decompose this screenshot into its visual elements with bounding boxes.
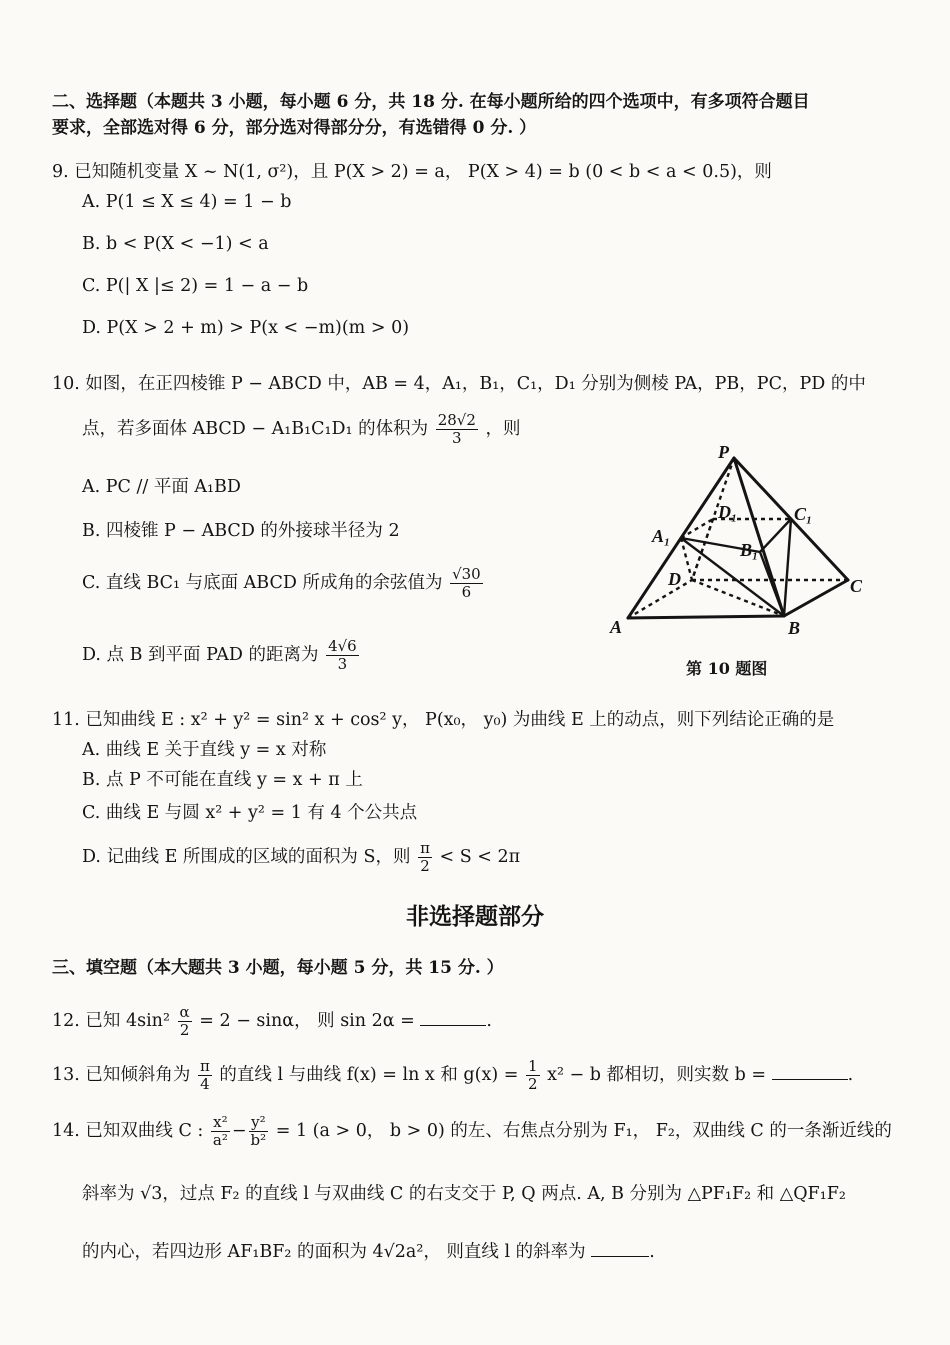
section2-line2: 要求，全部选对得 6 分，部分选对得部分分，有选错得 0 分. ） (52, 118, 537, 138)
q14-numerator-x: x² (213, 1113, 228, 1131)
q14-answer-blank[interactable] (591, 1240, 649, 1257)
q13-fraction-2 (526, 1058, 540, 1093)
label-D: D (668, 569, 681, 589)
pyramid-figure (600, 440, 880, 650)
q14-denominator-a: a² (212, 1131, 228, 1149)
q13-text-3: x² − b 都相切，则实数 b = (547, 1065, 767, 1085)
section2-line1: 二、选择题（本题共 3 小题，每小题 6 分，共 18 分. 在每小题所给的四个选项中，有多项符合题目 (52, 92, 810, 112)
q11-option-d-text: D. 记曲线 E 所围成的区域的面积为 S，则 (82, 847, 411, 867)
q14-minus: − (231, 1121, 247, 1141)
section3-title: 三、填空题（本大题共 3 小题，每小题 5 分，共 15 分. ） (52, 958, 504, 978)
q10-volume-fraction (436, 412, 478, 447)
edge-PB (734, 458, 784, 616)
q10-option-d-numerator: 4√6 (328, 637, 357, 655)
figure-caption: 第 10 题图 (686, 659, 768, 678)
q11-option-d-fraction (418, 840, 432, 875)
q11-option-a: A. 曲线 E 关于直线 y = x 对称 (82, 740, 327, 760)
q14-line1 (52, 1114, 892, 1149)
q10-stem-line1: 10. 如图，在正四棱锥 P − ABCD 中，AB = 4，A₁，B₁，C₁，D₁ 分别为侧棱 PA，PB，PC，PD 的中 (52, 374, 866, 394)
q12-text: 12. 已知 4sin² (52, 1011, 170, 1031)
q12-numerator: α (179, 1003, 190, 1021)
q14-denominator-b: b² (250, 1131, 267, 1149)
q13-denominator-1: 4 (200, 1075, 210, 1093)
q12-text-2: = 2 − sinα， 则 sin 2α = (199, 1011, 415, 1031)
edge-AB (628, 616, 784, 618)
q13-text: 13. 已知倾斜角为 (52, 1065, 191, 1085)
q11-option-c: C. 曲线 E 与圆 x² + y² = 1 有 4 个公共点 (82, 803, 418, 823)
label-C1: C₁ (794, 504, 813, 524)
q14-fraction-y (249, 1114, 269, 1149)
q14-line3 (82, 1240, 655, 1264)
q9-option-d: D. P(X > 2 + m) > P(x < −m)(m > 0) (82, 318, 410, 338)
label-B1: B₁ (740, 540, 759, 560)
label-C: C (850, 576, 863, 596)
q9-option-c: C. P(| X |≤ 2) = 1 − a − b (82, 276, 309, 296)
q10-volume-denominator: 3 (452, 429, 462, 447)
q9-stem: 9. 已知随机变量 X ~ N(1, σ²)，且 P(X > 2) = a， P(X > 4) = b (0 < b < a < 0.5)，则 (52, 162, 772, 182)
q10-option-c-numerator: √30 (452, 565, 481, 583)
q10-stem-text: 点，若多面体 ABCD − A₁B₁C₁D₁ 的体积为 (82, 419, 429, 439)
edge-C1B (784, 519, 791, 616)
q11-option-d (82, 840, 520, 875)
q10-option-c-text: C. 直线 BC₁ 与底面 ABCD 所成角的余弦值为 (82, 573, 443, 593)
label-B: B (788, 618, 801, 638)
q11-option-d-denominator: 2 (420, 857, 430, 875)
q14-line2: 斜率为 √3，过点 F₂ 的直线 l 与双曲线 C 的右支交于 P, Q 两点. A, B 分别为 △PF₁F₂ 和 △QF₁F₂ (82, 1184, 846, 1204)
q13-answer-blank[interactable] (772, 1063, 848, 1080)
q12 (52, 1004, 492, 1039)
q11-stem: 11. 已知曲线 E : x² + y² = sin² x + cos² y， P(x₀， y₀) 为曲线 E 上的动点，则下列结论正确的是 (52, 710, 835, 730)
q9-option-b: B. b < P(X < −1) < a (82, 234, 269, 254)
edge-BC (784, 580, 848, 616)
q10-option-d-fraction (326, 638, 359, 673)
q13 (52, 1058, 853, 1093)
q11-option-d-numerator: π (420, 839, 430, 857)
edge-B1C1 (760, 519, 791, 552)
q14-numerator-y: y² (251, 1113, 266, 1131)
q11-option-d-end: < S < 2π (439, 847, 521, 867)
label-D1: D₁ (718, 502, 738, 522)
part2-title: 非选择题部分 (406, 903, 544, 930)
q13-period: . (847, 1065, 854, 1085)
q10-option-d (82, 638, 361, 673)
q12-period: . (486, 1011, 492, 1031)
q10-option-c-fraction (450, 566, 483, 601)
q12-answer-blank[interactable] (420, 1009, 486, 1026)
q13-fraction-1 (198, 1058, 212, 1093)
q10-option-c-denominator: 6 (461, 583, 472, 601)
q10-stem-end: ，则 (485, 419, 521, 439)
edge-AD (628, 580, 692, 618)
q9-option-a: A. P(1 ≤ X ≤ 4) = 1 − b (82, 192, 292, 212)
q13-numerator-2: 1 (527, 1057, 538, 1075)
q14-text: 14. 已知双曲线 C : (52, 1121, 204, 1141)
q12-denominator: 2 (179, 1021, 190, 1039)
label-A1: A₁ (652, 526, 671, 546)
q10-stem-line2 (82, 412, 521, 447)
q10-option-c (82, 566, 485, 601)
q10-volume-numerator: 28√2 (437, 411, 476, 429)
q14-text-3: 的内心，若四边形 AF₁BF₂ 的面积为 4√2a²， 则直线 l 的斜率为 (82, 1242, 586, 1262)
q10-option-b: B. 四棱锥 P − ABCD 的外接球半径为 2 (82, 521, 400, 541)
q14-fraction-x (211, 1114, 230, 1149)
q14-text-2: = 1 (a > 0， b > 0) 的左、右焦点分别为 F₁， F₂，双曲线 C 的一条渐近线的 (275, 1121, 892, 1141)
q11-option-b: B. 点 P 不可能在直线 y = x + π 上 (82, 770, 363, 790)
q10-option-d-denominator: 3 (337, 655, 348, 673)
q10-option-d-text: D. 点 B 到平面 PAD 的距离为 (82, 645, 319, 665)
q13-denominator-2: 2 (527, 1075, 538, 1093)
label-P: P (718, 442, 729, 462)
q12-fraction (178, 1004, 192, 1039)
q10-option-a: A. PC // 平面 A₁BD (82, 477, 241, 497)
q13-text-2: 的直线 l 与曲线 f(x) = ln x 和 g(x) = (219, 1065, 519, 1085)
q13-numerator-1: π (199, 1057, 210, 1075)
edge-DB (692, 580, 784, 616)
q14-period: . (649, 1242, 655, 1262)
label-A: A (610, 617, 623, 637)
